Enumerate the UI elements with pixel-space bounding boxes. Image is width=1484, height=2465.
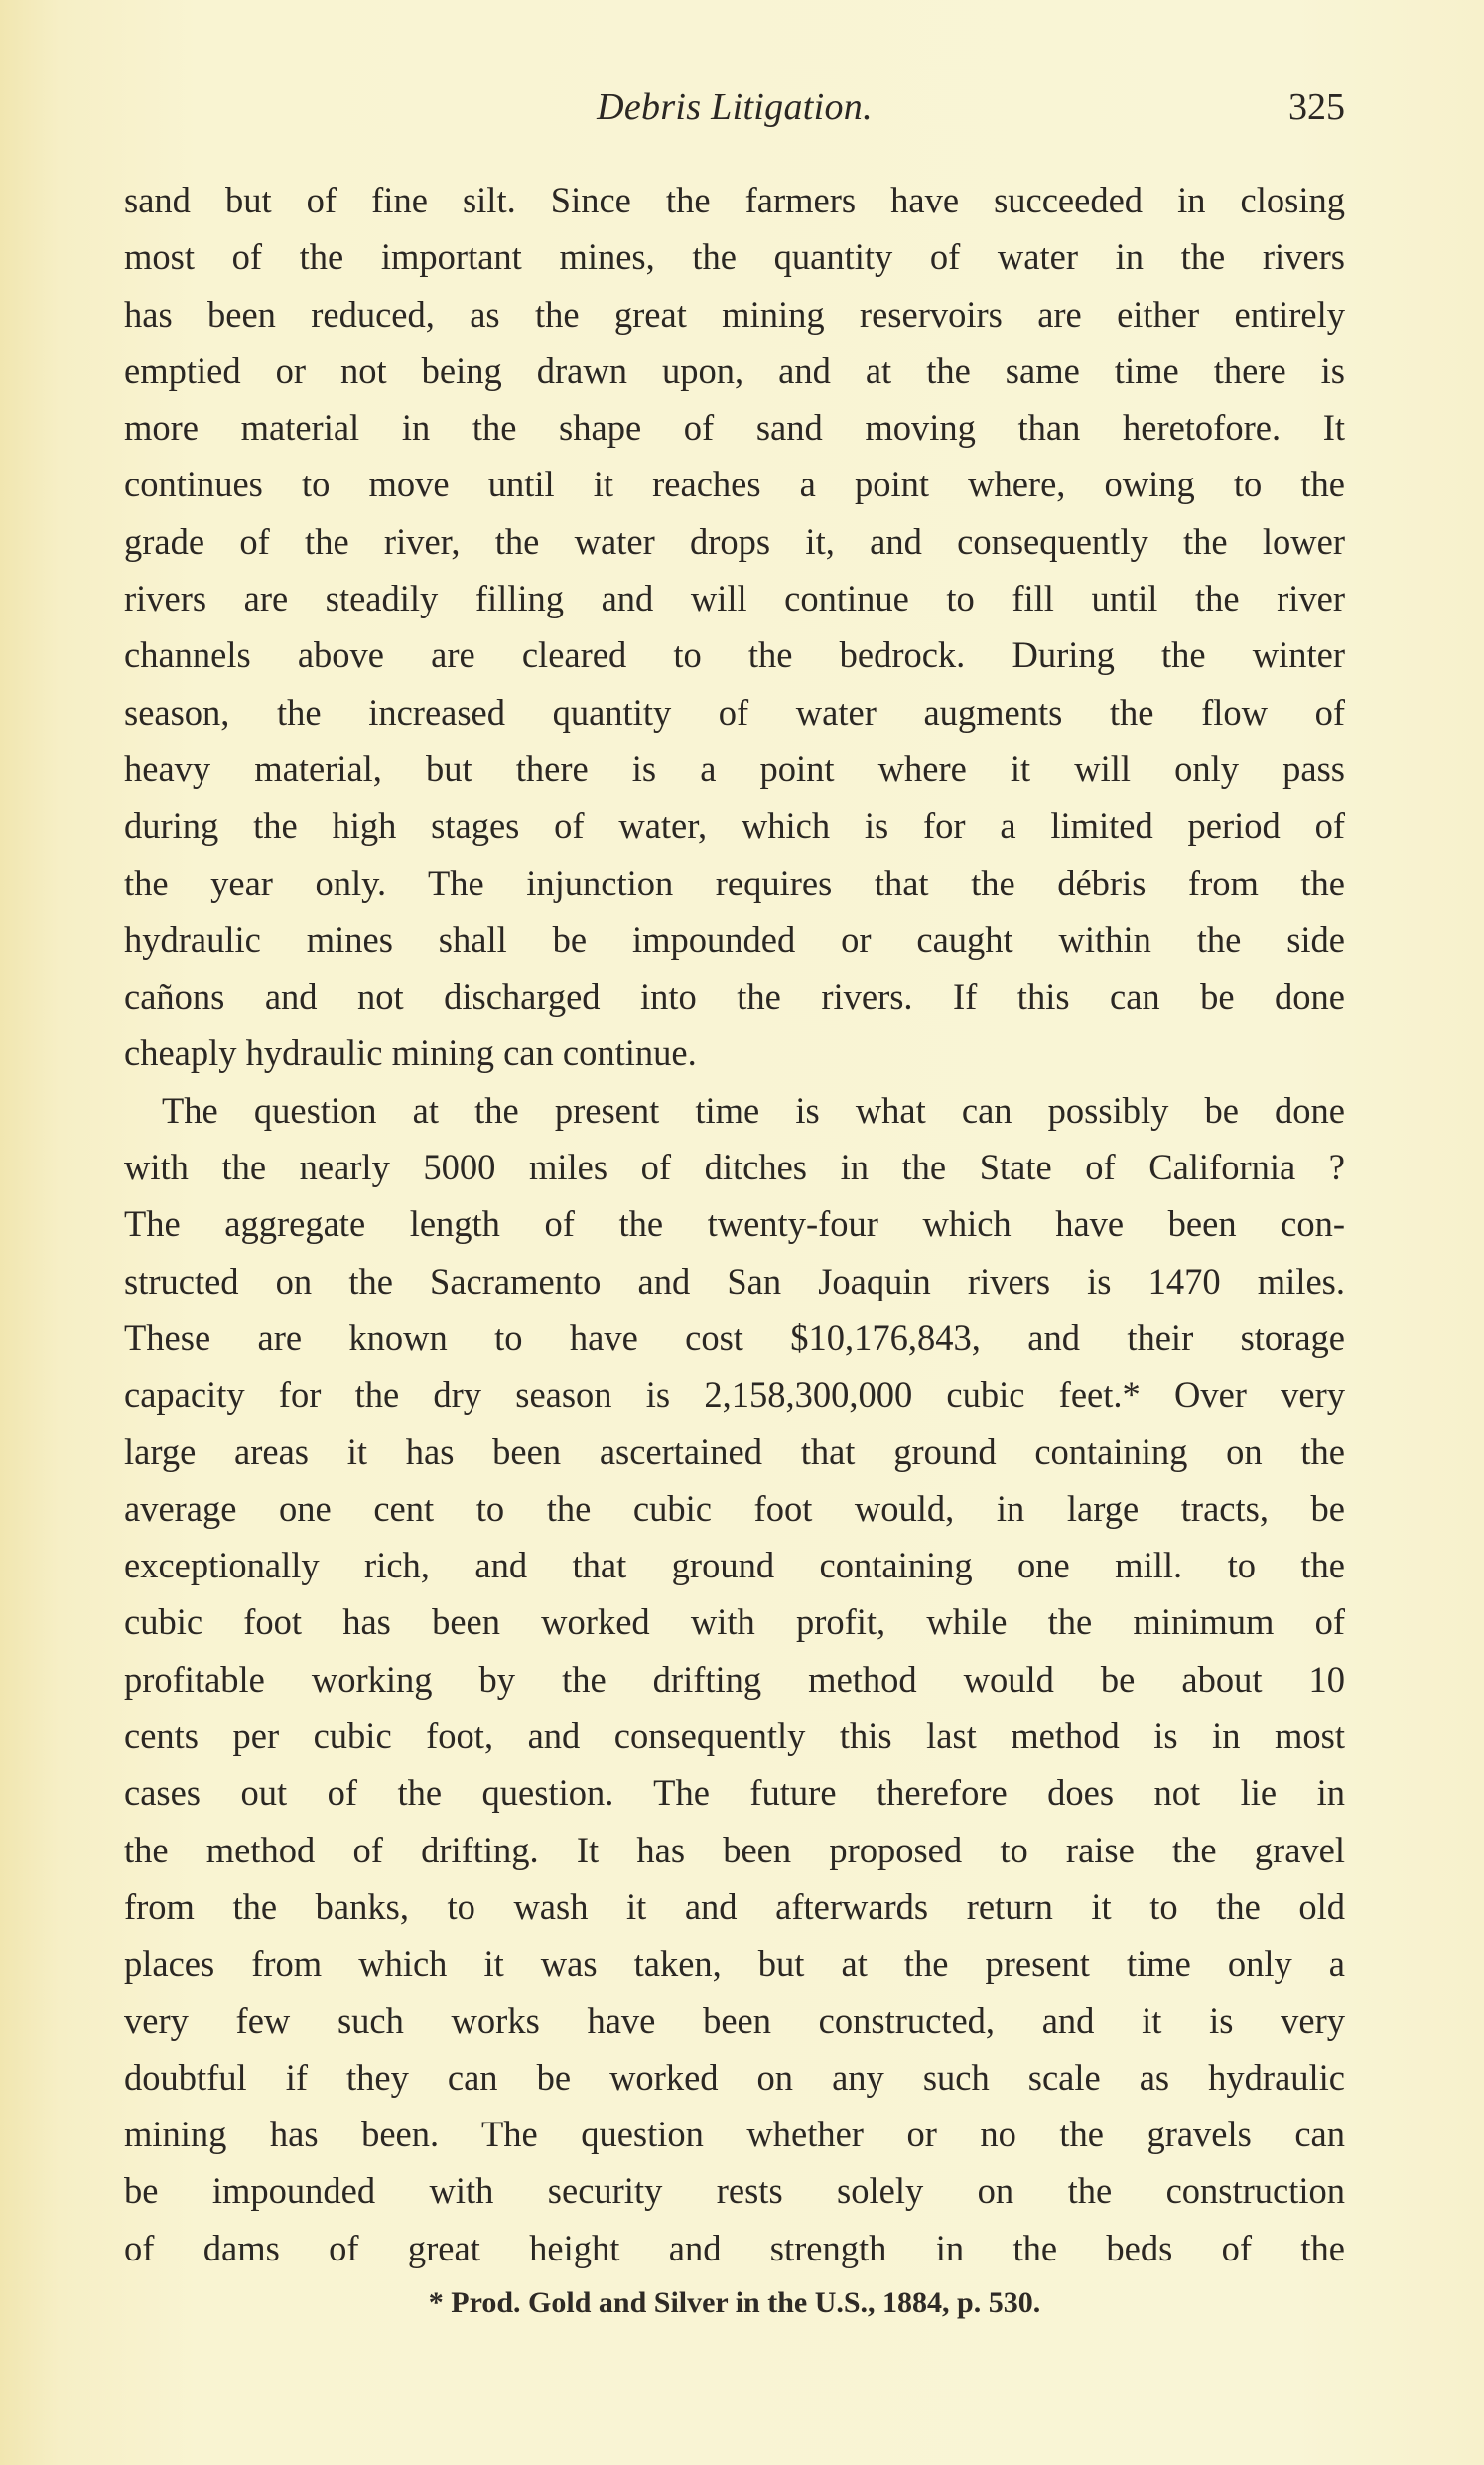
text-line: capacity for the dry season is 2,158,300,000 cubic feet.* Over very [124, 1374, 1345, 1416]
text-line: very few such works have been constructed, and it is very [124, 1999, 1345, 2041]
text-line: has been reduced, as the great mining reservoirs are either entirely [124, 293, 1345, 335]
text-line: average one cent to the cubic foot would, in large tracts, be [124, 1487, 1345, 1529]
body-text [124, 172, 1345, 2276]
text-line: mining has been. The question whether or no the gravels can [124, 2114, 1345, 2155]
text-line: exceptionally rich, and that ground containing one mill. to the [124, 1545, 1345, 1586]
text-line: The question at the present time is what can possibly be done [162, 1089, 1345, 1131]
text-line: grade of the river, the water drops it, and consequently the lower [124, 520, 1345, 562]
page-number: 325 [1288, 86, 1345, 128]
text-line: channels above are cleared to the bedrock. During the winter [124, 634, 1345, 676]
text-line: emptied or not being drawn upon, and at the same time there is [124, 349, 1345, 391]
text-line: cañons and not discharged into the rivers. If this can be done [124, 976, 1345, 1018]
text-line: These are known to have cost $10,176,843, and their storage [124, 1316, 1345, 1358]
text-line: more material in the shape of sand moving than heretofore. It [124, 407, 1345, 449]
text-line: cases out of the question. The future therefore does not lie in [124, 1772, 1345, 1814]
text-line: cents per cubic foot, and consequently this last method is in most [124, 1715, 1345, 1757]
text-line: sand but of fine silt. Since the farmers have succeeded in closing [124, 180, 1345, 220]
text-line: heavy material, but there is a point where it will only pass [124, 748, 1345, 789]
text-line: the method of drifting. It has been proposed to raise the gravel [124, 1829, 1345, 1870]
text-line: during the high stages of water, which is for a limited period of [124, 805, 1345, 847]
text-line: large areas it has been ascertained that ground containing on the [124, 1431, 1345, 1472]
text-line: cubic foot has been worked with profit, while the minimum of [124, 1601, 1345, 1643]
text-line: doubtful if they can be worked on any such scale as hydraulic [124, 2056, 1345, 2098]
running-title: Debris Litigation. [597, 86, 873, 128]
text-line: be impounded with security rests solely on the construction [124, 2170, 1345, 2212]
text-line: most of the important mines, the quantity of water in the rivers [124, 236, 1345, 278]
text-line: season, the increased quantity of water augments the flow of [124, 691, 1345, 733]
text-line: of dams of great height and strength in the beds of the [124, 2227, 1345, 2268]
text-line: continues to move until it reaches a point where, owing to the [124, 464, 1345, 505]
text-line: cheaply hydraulic mining can continue. [124, 1032, 697, 1074]
footnote: * Prod. Gold and Silver in the U.S., 1884, p. 530. [428, 2286, 1041, 2319]
text-line: profitable working by the drifting method would be about 10 [124, 1658, 1345, 1700]
text-line: the year only. The injunction requires that the débris from the [124, 862, 1345, 903]
text-line: with the nearly 5000 miles of ditches in the State of California ? [124, 1147, 1345, 1188]
text-line: The aggregate length of the twenty-four which have been con- [124, 1203, 1345, 1245]
text-line: hydraulic mines shall be impounded or caught within the side [124, 918, 1345, 960]
text-line: places from which it was taken, but at the present time only a [124, 1943, 1345, 1985]
text-line: from the banks, to wash it and afterwards return it to the old [124, 1885, 1345, 1927]
text-line: rivers are steadily filling and will continue to fill until the river [124, 578, 1345, 619]
text-line: structed on the Sacramento and San Joaquin rivers is 1470 miles. [124, 1260, 1345, 1301]
running-head [124, 77, 1345, 137]
